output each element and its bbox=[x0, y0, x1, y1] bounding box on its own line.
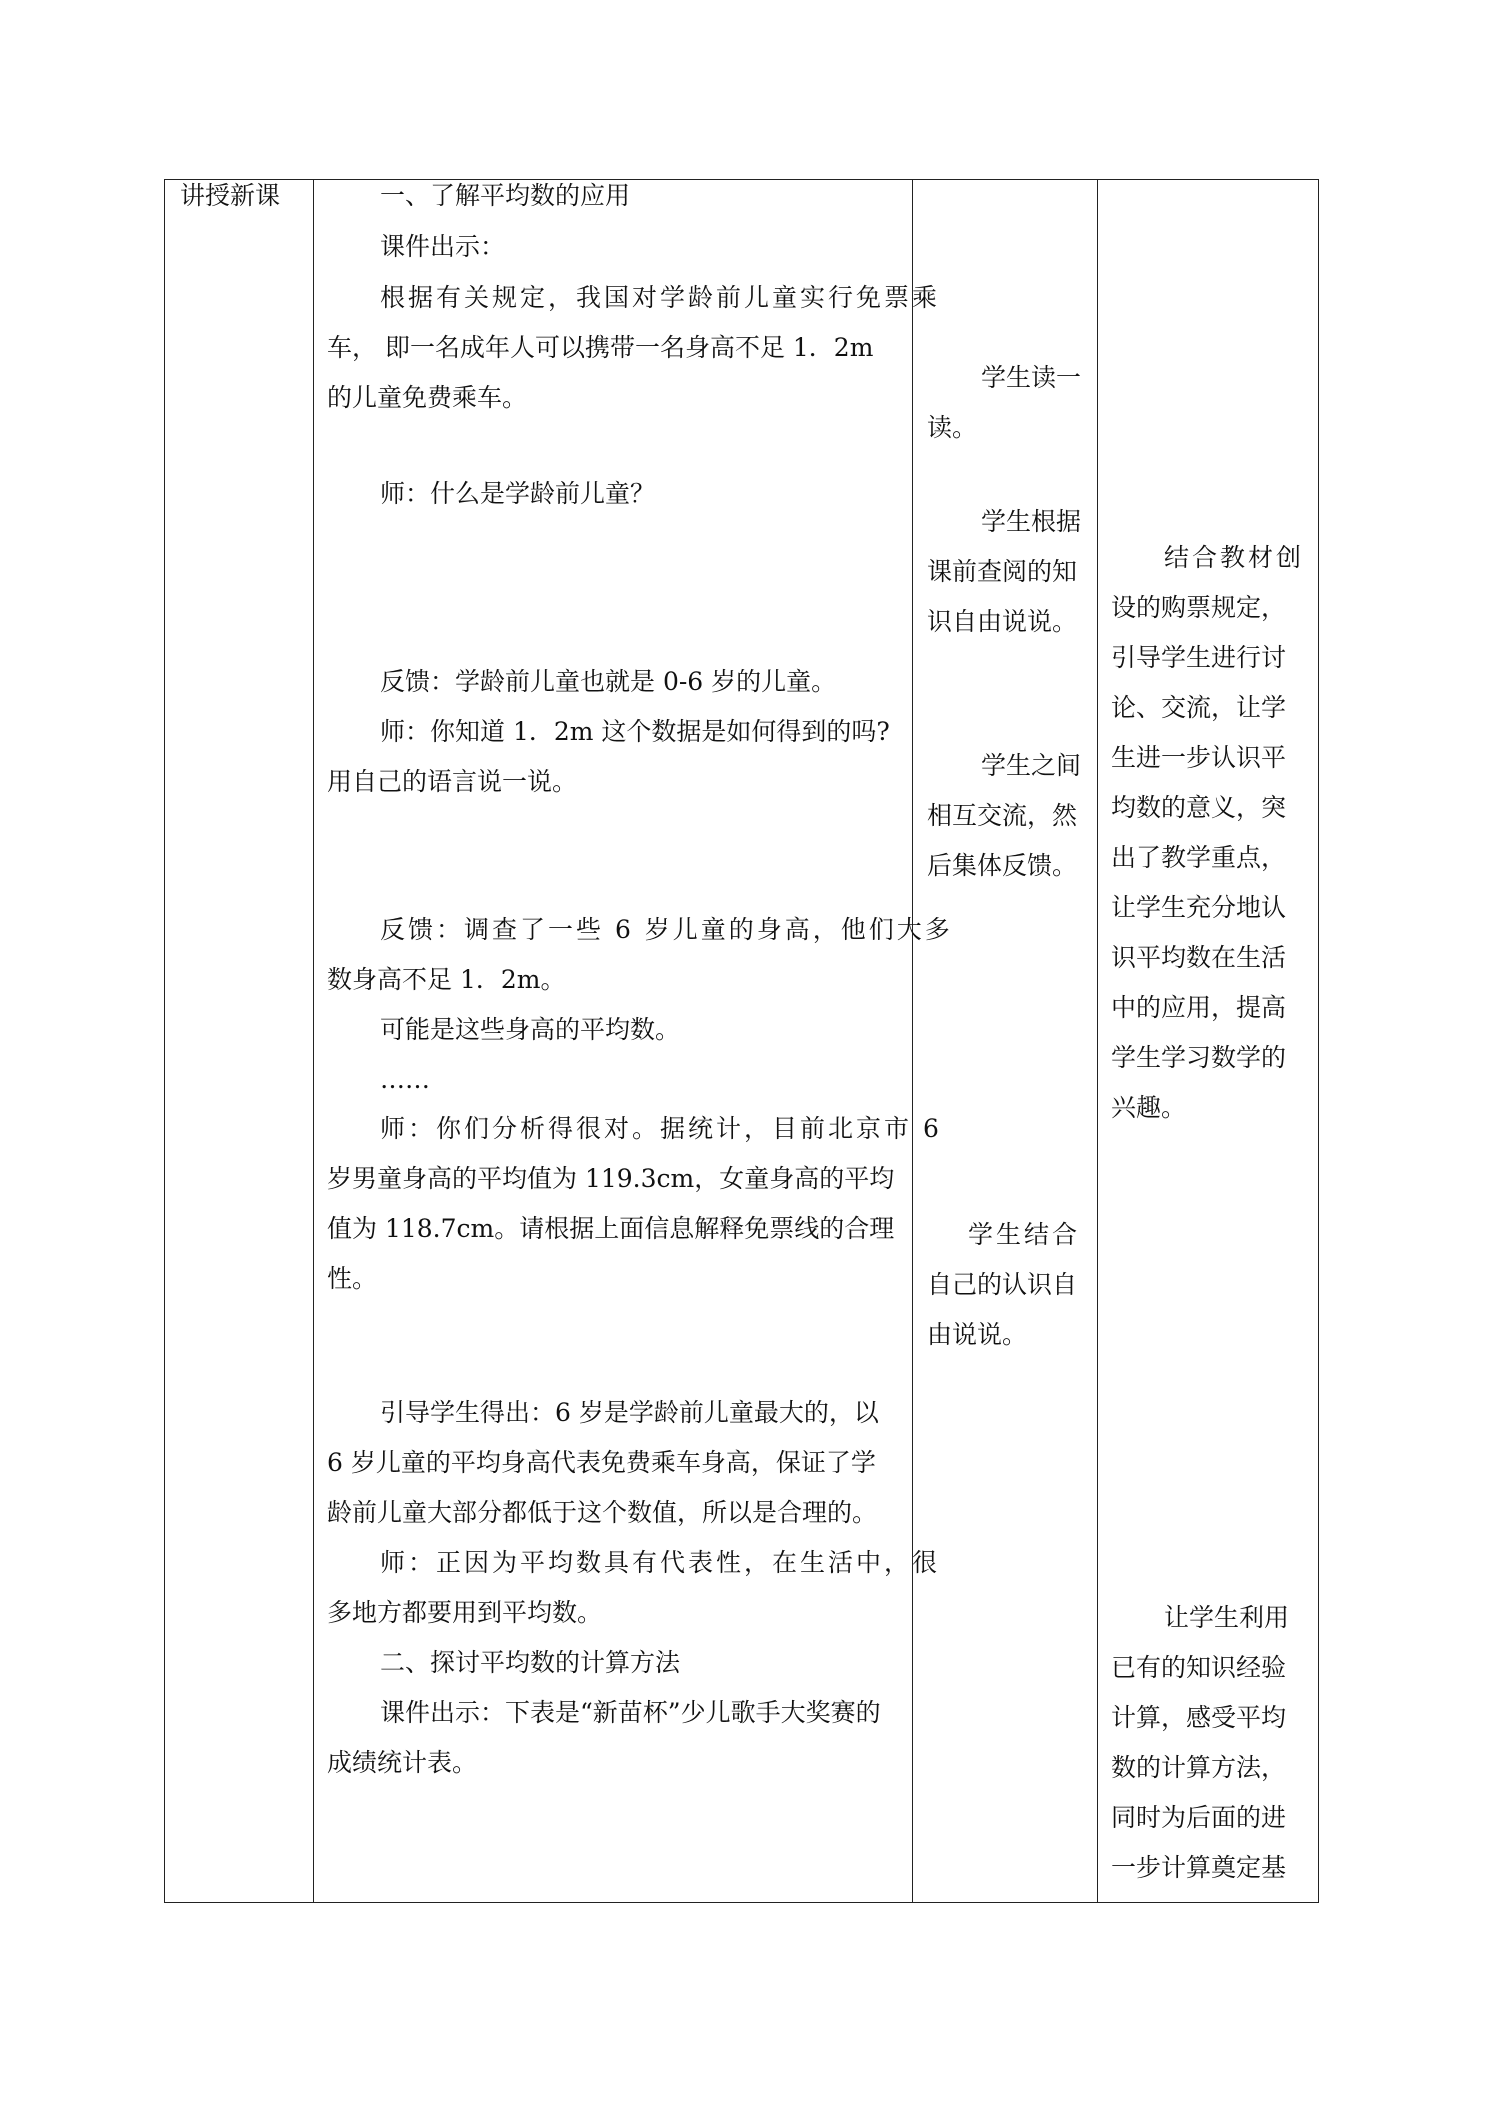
main-text-line: 师：什么是学龄前儿童？ bbox=[380, 479, 656, 508]
intent-text-line: 计算，感受平均 bbox=[1111, 1703, 1287, 1732]
main-text-line: 岁男童身高的平均值为 119.3cm，女童身高的平均 bbox=[327, 1164, 895, 1193]
intent-text-line: 论、交流，让学 bbox=[1111, 693, 1287, 722]
student-text-line: 识自由说说。 bbox=[927, 607, 1078, 636]
section-heading: 一、了解平均数的应用 bbox=[380, 181, 631, 210]
intent-text-line: 让学生利用 bbox=[1164, 1603, 1290, 1632]
main-text-line: …… bbox=[380, 1065, 430, 1094]
column-divider bbox=[912, 179, 913, 1903]
intent-text-line: 均数的意义，突 bbox=[1111, 793, 1287, 822]
student-text-line: 学生读一 bbox=[981, 363, 1082, 392]
main-text-line: 龄前儿童大部分都低于这个数值，所以是合理的。 bbox=[327, 1498, 878, 1527]
intent-text-line: 让学生充分地认 bbox=[1111, 893, 1287, 922]
student-text-line: 相互交流，然 bbox=[927, 801, 1078, 830]
intent-text-line: 识平均数在生活 bbox=[1111, 943, 1287, 972]
intent-text-line: 同时为后面的进 bbox=[1111, 1803, 1287, 1832]
main-text-line: 性。 bbox=[327, 1264, 378, 1293]
main-text-line: 成绩统计表。 bbox=[327, 1748, 478, 1777]
main-text-line: 反馈：调查了一些 6 岁儿童的身高，他们大多 bbox=[380, 915, 953, 944]
main-text-line: 车， 即一名成年人可以携带一名身高不足 1．2m bbox=[327, 333, 874, 362]
intent-text-line: 出了教学重点， bbox=[1111, 843, 1287, 872]
intent-text-line: 已有的知识经验 bbox=[1111, 1653, 1287, 1682]
student-text-line: 学生之间 bbox=[981, 751, 1082, 780]
intent-text-line: 一步计算奠定基 bbox=[1111, 1853, 1287, 1882]
column-divider bbox=[1097, 179, 1098, 1903]
main-text-line: 师：你们分析得很对。据统计，目前北京市 6 bbox=[380, 1114, 942, 1143]
student-text-line: 课前查阅的知 bbox=[927, 557, 1078, 586]
student-text-line: 学生根据 bbox=[981, 507, 1082, 536]
section-heading: 二、探讨平均数的计算方法 bbox=[380, 1648, 681, 1677]
main-text-line: 多地方都要用到平均数。 bbox=[327, 1598, 603, 1627]
row-label: 讲授新课 bbox=[180, 181, 281, 210]
intent-text-line: 设的购票规定， bbox=[1111, 593, 1287, 622]
intent-text-line: 生进一步认识平 bbox=[1111, 743, 1287, 772]
intent-text-line: 兴趣。 bbox=[1111, 1093, 1187, 1122]
student-text-line: 自己的认识自 bbox=[927, 1270, 1078, 1299]
main-text-line: 可能是这些身高的平均数。 bbox=[380, 1015, 681, 1044]
student-text-line: 由说说。 bbox=[927, 1320, 1028, 1349]
intent-text-line: 数的计算方法， bbox=[1111, 1753, 1287, 1782]
main-text-line: 反馈：学龄前儿童也就是 0-6 岁的儿童。 bbox=[380, 667, 837, 696]
intent-text-line: 中的应用，提高 bbox=[1111, 993, 1287, 1022]
main-text-line: 师：正因为平均数具有代表性，在生活中，很 bbox=[380, 1548, 941, 1577]
main-text-line: 值为 118.7cm。请根据上面信息解释免票线的合理 bbox=[327, 1214, 895, 1243]
intent-text-line: 学生学习数学的 bbox=[1111, 1043, 1287, 1072]
main-text-line: 数身高不足 1．2m。 bbox=[327, 965, 566, 994]
student-text-line: 读。 bbox=[927, 413, 978, 442]
student-text-line: 学生结合 bbox=[968, 1220, 1081, 1249]
main-text-line: 引导学生得出：6 岁是学龄前儿童最大的，以 bbox=[380, 1398, 879, 1427]
main-text-line: 课件出示： bbox=[380, 232, 506, 261]
main-text-line: 师：你知道 1．2m 这个数据是如何得到的吗? bbox=[380, 717, 890, 746]
main-text-line: 的儿童免费乘车。 bbox=[327, 383, 528, 412]
main-text-line: 根据有关规定，我国对学龄前儿童实行免票乘 bbox=[380, 283, 941, 312]
main-text-line: 课件出示：下表是“新苗杯”少儿歌手大奖赛的 bbox=[380, 1698, 881, 1727]
intent-text-line: 结合教材创 bbox=[1164, 543, 1305, 572]
student-text-line: 后集体反馈。 bbox=[927, 851, 1078, 880]
column-divider bbox=[313, 179, 314, 1903]
main-text-line: 用自己的语言说一说。 bbox=[327, 767, 578, 796]
intent-text-line: 引导学生进行讨 bbox=[1111, 643, 1287, 672]
main-text-line: 6 岁儿童的平均身高代表免费乘车身高，保证了学 bbox=[327, 1448, 876, 1477]
